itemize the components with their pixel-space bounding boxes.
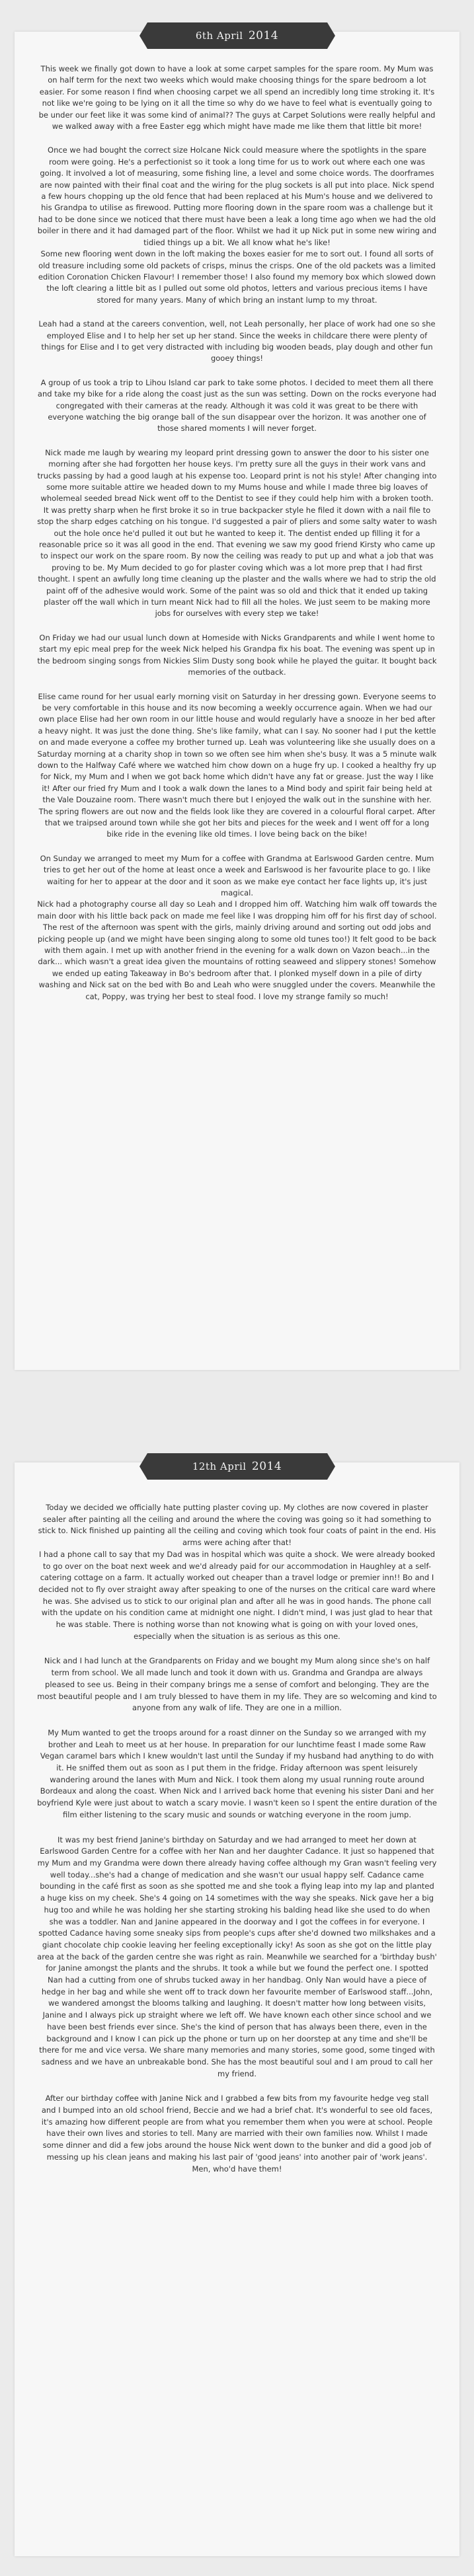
entry-paragraph: Today we decided we officially hate putting plaster coving up. My clothes are now covered in plaster sealer after painting all the ceiling and around the where the coving was going so it had something to stick to. Nick finished up painting all the ceiling and coving which took four coats of paint in the end. His arms were aching after that! I had a phone call to say that my Dad was in hospital which was quite a shock. We were already booked to go over on the boat next week and we'd already paid for our accommodation in Haughley at a self-catering cottage on a farm. It actually worked out cheaper than a travel lodge or premier inn!! Bo and I decided not to fly over straight away after speaking to one of the nurses on the critical care ward where he was. She advised us to stick to our original plan and after all he was in good hands. The phone call with the update on his condition came at midnight one night. I didn't mind, I was just glad to hear that he was stable. There is nothing worse than not knowing what is going on with your loved ones, especially when the situation is as serious as this one.: [38, 1503, 436, 1641]
journal-entry: [15, 29, 459, 1370]
entry-date-banner: [147, 1453, 327, 1480]
entry-paragraph: On Sunday we arranged to meet my Mum for a coffee with Grandma at Earlswood Garden centre. Mum tries to get her out of the home at least once a week and Earlswood is her favourite place to go. I like waiting for her to appear at the door and it soon as we make eye contact her face lights up, it's just magical. Nick had a photography course all day so Leah and I dropped him off. Watching him walk off towards the main door with his little back pack on made me feel like I was dropping him off for his first day of school. The rest of the afternoon was spent with the girls, mainly driving around and sorting out odd jobs and picking people up (and we might have been singing along to some old tunes too!) It felt good to be back with them again. I met up with another friend in the evening for a walk down on Vazon beach...in the dark... which wasn't a great idea given the mountains of rotting seaweed and slippery stones! Somehow we ended up eating Takeaway in Bo's bedroom after that. I plonked myself down in a pile of dirty washing and Nick sat on the bed with Bo and Leah who were snuggled under the covers. Meanwhile the cat, Poppy, was trying her best to steal food. I love my strange family so much!: [37, 853, 437, 1001]
entry-date-year: 2014: [248, 29, 279, 42]
entry-paragraph: Nick and I had lunch at the Grandparents on Friday and we bought my Mum along since she's on half term from school. We all made lunch and took it down with us. Grandma and Grandpa are always pleased to see us. Being in their company brings me a sense of comfort and belonging. They are the most beautiful people and I am truly blessed to have them in my life. They are so welcoming and kind to anyone from any walk of life. They are one in a million.: [37, 1656, 437, 1713]
entry-date-year: 2014: [251, 1460, 282, 1473]
entry-body: [37, 32, 437, 1003]
entry-body: [37, 1462, 437, 2175]
entry-paragraph: Leah had a stand at the careers convention, well, not Leah personally, her place of work had one so she employed Elise and I to help her set up her stand. Since the weeks in childcare there were plenty of things for Elise and I to get very distracted with including big wooden beads, play dough and other fun gooey things!: [38, 319, 436, 363]
entry-paragraph: Elise came round for her usual early morning visit on Saturday in her dressing gown. Everyone seems to be very comfortable in this house and its now becoming a weekly occurrence again. When we had our own place Elise had her own room in our little house and would regularly have a snooze in her bed after a heavy night. It was just the done thing. She's like family, what can I say. No sooner had I put the kettle on and made everyone a coffee my brother turned up. Leah was volunteering like she usually does on a Saturday morning at a charity shop in town so we often see him when she's busy. It was a 5 minute walk down to the Halfway Café where we watched him chow down on a huge fry up. I cooked a healthy fry up for Nick, my Mum and I when we got back home which didn't have any fat or grease. Just the way I like it! After our fried fry Mum and I took a walk down the lanes to a Mind body and spirit fair being held at the Vale Douzaine room. There wasn't much there but I enjoyed the walk out in the sunshine with her. The spring flowers are out now and the fields look like they are covered in a colourful floral carpet. After that we traipsed around town while she got her bits and pieces for the week and I went off for a long bike ride in the evening like old times. I love being back on the bike!: [37, 691, 437, 839]
entry-paragraph: This week we finally got down to have a look at some carpet samples for the spare room. My Mum was on half term for the next two weeks which would make choosing things for the spare bedroom a lot easier. For some reason I find when choosing carpet we all spend an incredibly long time stroking it. It's not like we're going to be lying on it all the time so why do we have to feel what is eventually going to be under our feet like it was some kind of animal?? The guys at Carpet Solutions were really helpful and we walked away with a free Easter egg which might have made me like them that little bit more!: [38, 64, 436, 132]
entry-date-day: 12th April: [192, 1460, 247, 1472]
entry-paragraph: After our birthday coffee with Janine Nick and I grabbed a few bits from my favourite hedge veg stall and I bumped into an old school friend, Beccie and we had a brief chat. It's wonderful to see old faces, it's amazing how different people are from what you remember them when you were at school. People have their own lives and stories to tell. Many are married with their own families now. Whilst I made some dinner and did a few jobs around the house Nick went down to the bunker and did a good job of messing up his clean jeans and making his last pair of 'good jeans' into another pair of 'work jeans'. Men, who'd have them!: [41, 2094, 433, 2174]
entry-paragraph: Nick made me laugh by wearing my leopard print dressing gown to answer the door to his sister one morning after she had forgotten her house keys. I'm pretty sure all the guys in their work vans and trucks passing by had a good laugh at his expense too. Leopard print is not his style! After changing into some more suitable attire we headed down to my Mums house and while I made three big loaves of wholemeal seeded bread Nick went off to the Dentist to see if they could help him with a broken tooth. It was pretty sharp when he first broke it so in true backpacker style he filed it down with a nail file to stop the sharp edges catching on his tongue. I'd suggested a pair of pliers and some salty water to wash out the hole once he'd pulled it out but he wanted to keep it. The dentist ended up filling it for a reasonable price so it was all good in the end. That evening we saw my good friend Kirsty who came up to inspect our work on the spare room. By now the ceiling was ready to put up and what a job that was proving to be. My Mum decided to go for plaster coving which was a lot more prep that I had first thought. I spent an awfully long time cleaning up the plaster and the walls where we had to strip the old paint off of the adhesive would work. Some of the paint was so old and thick that it ended up taking plaster off the wall which in turn meant Nick had to fill all the holes. We just seem to be making more jobs for ourselves with every step we take!: [37, 447, 437, 619]
entry-paragraph: Once we had bought the correct size Holcane Nick could measure where the spotlights in the spare room were going. He's a perfectionist so it took a long time for us to work out where each one was going. It involved a lot of measuring, some fishing line, a level and some choice words. The doorframes are now painted with their final coat and the wiring for the plug sockets is all put into place. Nick spend a few hours chopping up the old fence that had been replaced at his Mum's house and we delivered to his Grandpa to utilise as firewood. Putting more flooring down in the spare room was a challenge but it had to be done since we noticed that there must have been a leak a long time ago when we had the old boiler in there and it had damaged part of the floor. Whilst we had it up Nick put in some new wiring and tidied things up a bit. We all know what he's like! Some new flooring went down in the loft making the boxes easier for me to sort out. I found all sorts of old treasure including some old packets of crisps, minus the crisps. One of the old packets was a limited edition Coronation Chicken Flavour! I remember those! I also found my memory box which slowed down the loft clearing a little bit as I pulled out some old photos, letters and various precious items I have stored for many years. Many of which bring an instant lump to my throat.: [37, 145, 437, 305]
entry-paragraph: My Mum wanted to get the troops around for a roast dinner on the Sunday so we arranged with my brother and Leah to meet us at her house. In preparation for our lunchtime feast I made some Raw Vegan caramel bars which I knew wouldn't last until the Sunday if my husband had anything to do with it. He sniffed them out as soon as I put them in the fridge. Friday afternoon was spent leisurely wandering around the lanes with Mum and Nick. I took them along my usual running route around Bordeaux and along the coast. When Nick and I arrived back home that evening his sister Dani and her boyfriend Kyle were just about to watch a scary movie. I wasn't keen so I spent the entire duration of the film either listening to the scary music and sounds or watching everyone in the room jump.: [37, 1727, 437, 1819]
journal-entry: [15, 1462, 459, 2556]
entry-paragraph: It was my best friend Janine's birthday on Saturday and we had arranged to meet her down at Earlswood Garden Centre for a coffee with her Nan and her daughter Cadance. It just so happened that my Mum and my Grandma were down there already having coffee although my Gran wasn't feeling very well today...she's had a change of medication and she wasn't our usual happy self. Cadance came bounding in the café first as soon as she spotted me and she took a flying leap into my lap and planted a huge kiss on my cheek. She's 4 going on 14 sometimes with the way she speaks. Nick gave her a big hug too and while he was holding her she starting stroking his balding head like she used to do when she was a toddler. Nan and Janine appeared in the doorway and I got the coffees in for everyone. I spotted Cadance having some sneaky sips from people's cups after she'd downed two milkshakes and a giant chocolate chip cookie leaving her feeling exceptionally icky! As soon as she got on the little play area at the back of the garden centre she was right as rain. Meanwhile we searched for a 'birthday bush' for Janine amongst the plants and the shrubs. It took a while but we found the perfect one. I spotted Nan had a cutting from one of shrubs tucked away in her handbag. Only Nan would have a piece of hedge in her bag and while she went off to track down her favourite member of Earlswood staff...John, we wandered amongst the blooms talking and laughing. It doesn't matter how long between visits, Janine and I always pick up straight where we left off. We have known each other since school and we have been best friends ever since. She's the kind of person that has always been there, even in the background and I know I can pick up the phone or turn up on her doorstep at any time and she'll be there for me and vice versa. We share many memories and many stories, some good, some tinged with sadness and we have an unbreakable bond. She has the most beautiful soul and I am proud to call her my friend.: [37, 1835, 437, 2078]
entry-date-banner: [147, 22, 327, 49]
entry-paragraph: On Friday we had our usual lunch down at Homeside with Nicks Grandparents and while I went home to start my epic meal prep for the week Nick helped his Grandpa fix his boat. The evening was spent up in the bedroom singing songs from Nickies Slim Dusty song book while he played the guitar. It bought back memories of the outback.: [37, 632, 437, 677]
entry-paragraph: A group of us took a trip to Lihou Island car park to take some photos. I decided to meet them all there and take my bike for a ride along the coast just as the sun was setting. Down on the rocks everyone had congregated with their cameras at the ready. Although it was cold it was great to be there with everyone watching the big orange ball of the sun disappear over the horizon. It was another one of those shared moments I will never forget.: [37, 377, 437, 434]
entry-date-day: 6th April: [195, 30, 243, 42]
